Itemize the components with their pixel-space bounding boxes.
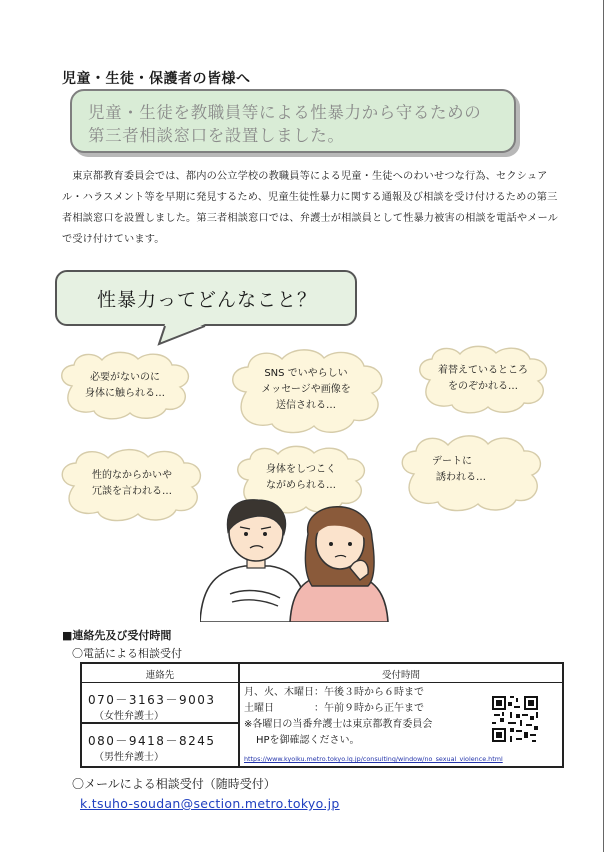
title-banner: [70, 89, 516, 153]
table-divider: [238, 664, 240, 766]
hours-weekday: 月、火、木曜日：午後３時から６時まで: [244, 687, 424, 698]
cloud-line: ながめられる…: [266, 480, 336, 491]
question-text: 性暴力ってどんなこと？: [97, 289, 318, 311]
intro-text: [62, 166, 562, 250]
cloud-line: 冗談を言われる…: [92, 486, 172, 497]
phone-female-note: （女性弁護士）: [94, 711, 164, 722]
cloud-line: をのぞかれる…: [448, 381, 518, 392]
email-link[interactable]: k.tsuho-soudan@section.metro.tokyo.jp: [80, 796, 340, 811]
cloud-line: 身体に触られる…: [85, 388, 165, 399]
example-cloud-6: [392, 432, 552, 516]
boy-icon: [200, 500, 308, 622]
cloud-line: メッセージや画像を: [261, 384, 351, 395]
girl-icon: [290, 507, 388, 622]
hours-saturday: 土曜日 ：午前９時から正午まで: [244, 703, 424, 714]
banner-line-2: 第三者相談窓口を設置しました。: [88, 126, 345, 145]
banner-line-1: 児童・生徒を教職員等による性暴力から守るための: [88, 103, 482, 122]
table-header: [82, 664, 562, 683]
phone-male[interactable]: 080－9418－8245: [88, 734, 216, 748]
phone-female[interactable]: 070－3163－9003: [88, 693, 216, 707]
col-header-contact: 連絡先: [145, 670, 175, 681]
cloud-line: 身体をしつこく: [266, 464, 336, 475]
example-cloud-3: [408, 342, 558, 418]
qr-code-icon[interactable]: [490, 694, 540, 744]
hours-note-2: HPを御確認ください。: [256, 735, 360, 746]
email-subtitle: 〇メールによる相談受付（随時受付）: [72, 777, 276, 791]
example-cloud-1: [50, 348, 200, 424]
cloud-line: SNS でいやらしい: [264, 368, 348, 379]
cloud-line: 必要がないのに: [90, 372, 160, 383]
worried-people-illustration: [200, 494, 400, 622]
phone-subtitle: 〇電話による相談受付: [72, 647, 182, 660]
cloud-line: 誘われる…: [436, 472, 486, 483]
cloud-line: 送信される…: [276, 400, 336, 411]
table-divider: [82, 722, 238, 724]
page-edge: [603, 0, 604, 852]
example-cloud-2: [222, 346, 390, 438]
contact-table: [80, 662, 564, 768]
intro-paragraph: 東京都教育委員会では、都内の公立学校の教職員等による児童・生徒へのわいせつな行為、セクシュアル・ハラスメント等を早期に発見するため、児童生徒性暴力に関する通報及び相談を受け付けるための第三者相談窓口を設置しました。第三者相談窓口では、弁護士が相談員として性暴力被害の相談を電話やメールで受け付けています。: [62, 171, 558, 245]
cloud-line: 着替えているところ: [438, 365, 528, 376]
speech-tail-icon: [155, 324, 215, 346]
example-cloud-4: [52, 446, 212, 526]
cloud-line: デートに: [432, 456, 472, 467]
question-bubble: [55, 270, 357, 326]
website-link[interactable]: https://www.kyoiku.metro.tokyo.lg.jp/consulting/window/no_sexual_violence.html: [244, 755, 503, 763]
hours-text: [244, 685, 484, 749]
contact-section-title: ■連絡先及び受付時間: [62, 629, 172, 642]
col-header-hours: 受付時間: [381, 670, 420, 681]
phone-male-note: （男性弁護士）: [94, 752, 164, 763]
hours-note: ※各曜日の当番弁護士は東京都教育委員会: [244, 719, 433, 730]
cloud-line: 性的なからかいや: [92, 470, 172, 481]
page-heading: 児童・生徒・保護者の皆様へ: [62, 71, 251, 87]
